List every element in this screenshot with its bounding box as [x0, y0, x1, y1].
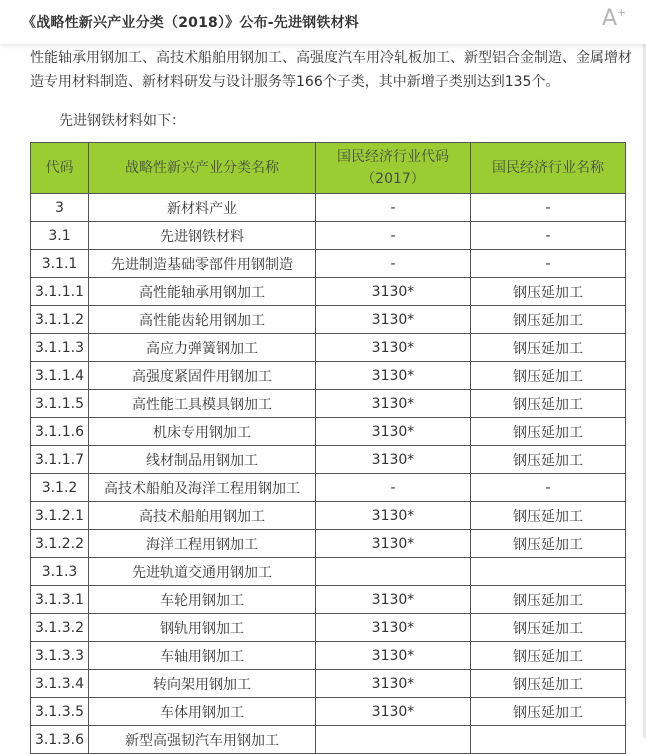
cell-industry-code: 3130* [316, 642, 471, 670]
cell-industry-code: 3130* [316, 278, 471, 306]
cell-code: 3.1.3.2 [31, 614, 89, 642]
table-row [31, 362, 626, 390]
cell-industry-name [471, 726, 626, 754]
table-row [31, 334, 626, 362]
cell-industry-code: 3130* [316, 530, 471, 558]
cell-code: 3.1.1.3 [31, 334, 89, 362]
table-row [31, 614, 626, 642]
cell-code: 3.1.1.7 [31, 446, 89, 474]
cell-category-name: 先进轨道交通用钢加工 [89, 558, 316, 586]
cell-industry-name: 钢压延加工 [471, 614, 626, 642]
cell-industry-code: - [316, 250, 471, 278]
cell-category-name: 高技术船舶及海洋工程用钢加工 [89, 474, 316, 502]
cell-category-name: 钢轨用钢加工 [89, 614, 316, 642]
cell-industry-code: 3130* [316, 446, 471, 474]
table-row [31, 670, 626, 698]
table-row [31, 530, 626, 558]
cell-category-name: 海洋工程用钢加工 [89, 530, 316, 558]
table-intro-text: 先进钢铁材料如下： [59, 113, 185, 129]
cell-category-name: 机床专用钢加工 [89, 418, 316, 446]
cell-industry-name: 钢压延加工 [471, 306, 626, 334]
cell-category-name: 高性能工具模具钢加工 [89, 390, 316, 418]
cell-industry-code: 3130* [316, 502, 471, 530]
cell-industry-name: 钢压延加工 [471, 278, 626, 306]
cell-industry-code: 3130* [316, 614, 471, 642]
cell-industry-name: 钢压延加工 [471, 446, 626, 474]
cell-category-name: 高技术船舶用钢加工 [89, 502, 316, 530]
table-row [31, 446, 626, 474]
table-row [31, 558, 626, 586]
cell-industry-code: 3130* [316, 670, 471, 698]
cell-category-name: 高应力弹簧钢加工 [89, 334, 316, 362]
header-industry-name: 国民经济行业名称 [471, 143, 626, 194]
cell-code: 3.1.1.2 [31, 306, 89, 334]
cell-industry-name: - [471, 250, 626, 278]
cell-code: 3.1.3.1 [31, 586, 89, 614]
table-row [31, 502, 626, 530]
cell-industry-name: - [471, 222, 626, 250]
table-row [31, 586, 626, 614]
table-body [31, 194, 626, 754]
cell-industry-name: 钢压延加工 [471, 698, 626, 726]
cell-code: 3.1.1.5 [31, 390, 89, 418]
cell-industry-code: 3130* [316, 362, 471, 390]
cell-category-name: 新型高强韧汽车用钢加工 [89, 726, 316, 754]
table-row [31, 306, 626, 334]
cell-industry-code [316, 558, 471, 586]
table-row [31, 250, 626, 278]
article-paragraph-line: 造专用材料制造、新材料研发与设计服务等166个子类，其中新增子类别达到135个。 [30, 74, 560, 90]
cell-category-name: 高性能轴承用钢加工 [89, 278, 316, 306]
header-code: 代码 [31, 143, 89, 194]
cell-code: 3.1.1.1 [31, 278, 89, 306]
cell-category-name: 高性能齿轮用钢加工 [89, 306, 316, 334]
cell-code: 3.1.3.5 [31, 698, 89, 726]
cell-industry-code: 3130* [316, 418, 471, 446]
cell-code: 3.1.3 [31, 558, 89, 586]
cell-industry-name: 钢压延加工 [471, 418, 626, 446]
table-row [31, 474, 626, 502]
cell-industry-name: 钢压延加工 [471, 390, 626, 418]
table-row [31, 278, 626, 306]
cell-industry-name [471, 558, 626, 586]
header-industry-code: 国民经济行业代码（2017） [316, 143, 471, 194]
font-size-icon-plus: + [617, 6, 627, 19]
cell-category-name: 先进制造基础零部件用钢制造 [89, 250, 316, 278]
table-row [31, 642, 626, 670]
table-row [31, 222, 626, 250]
cell-industry-name: 钢压延加工 [471, 670, 626, 698]
cell-category-name: 高强度紧固件用钢加工 [89, 362, 316, 390]
cell-industry-code: 3130* [316, 306, 471, 334]
cell-industry-name: - [471, 474, 626, 502]
cell-category-name: 车轴用钢加工 [89, 642, 316, 670]
article-body [30, 44, 646, 749]
cell-code: 3.1 [31, 222, 89, 250]
cell-industry-code: - [316, 474, 471, 502]
cell-code: 3.1.2.2 [31, 530, 89, 558]
cell-code: 3.1.3.3 [31, 642, 89, 670]
cell-code: 3.1.2 [31, 474, 89, 502]
cell-industry-code: 3130* [316, 698, 471, 726]
cell-industry-code: - [316, 222, 471, 250]
cell-code: 3.1.2.1 [31, 502, 89, 530]
classification-table [30, 142, 626, 754]
table-row [31, 698, 626, 726]
table-header-row [31, 143, 626, 194]
cell-code: 3.1.1.6 [31, 418, 89, 446]
article-paragraph-line: 性能轴承用钢加工、高技术船舶用钢加工、高强度汽车用冷轧板加工、新型铝合金制造、金属增材 [30, 50, 632, 66]
cell-code: 3.1.1 [31, 250, 89, 278]
font-size-icon[interactable] [602, 6, 628, 34]
cell-industry-code [316, 726, 471, 754]
cell-industry-name: 钢压延加工 [471, 586, 626, 614]
cell-category-name: 新材料产业 [89, 194, 316, 222]
cell-industry-code: 3130* [316, 390, 471, 418]
cell-code: 3.1.1.4 [31, 362, 89, 390]
table-row [31, 726, 626, 754]
cell-industry-name: 钢压延加工 [471, 530, 626, 558]
cell-category-name: 线材制品用钢加工 [89, 446, 316, 474]
table-row [31, 418, 626, 446]
table-row [31, 194, 626, 222]
cell-industry-name: 钢压延加工 [471, 334, 626, 362]
header-category-name: 战略性新兴产业分类名称 [89, 143, 316, 194]
cell-industry-name: 钢压延加工 [471, 502, 626, 530]
cell-industry-name: 钢压延加工 [471, 642, 626, 670]
cell-industry-code: 3130* [316, 334, 471, 362]
cell-code: 3 [31, 194, 89, 222]
cell-industry-name: 钢压延加工 [471, 362, 626, 390]
cell-code: 3.1.3.4 [31, 670, 89, 698]
cell-industry-name: - [471, 194, 626, 222]
cell-category-name: 先进钢铁材料 [89, 222, 316, 250]
cell-industry-code: - [316, 194, 471, 222]
cell-code: 3.1.3.6 [31, 726, 89, 754]
article-header-bar [0, 0, 646, 44]
article-title: 《战略性新兴产业分类（2018）》公布-先进钢铁材料 [22, 15, 359, 31]
cell-category-name: 车体用钢加工 [89, 698, 316, 726]
cell-category-name: 车轮用钢加工 [89, 586, 316, 614]
cell-industry-code: 3130* [316, 586, 471, 614]
table-row [31, 390, 626, 418]
cell-category-name: 转向架用钢加工 [89, 670, 316, 698]
font-size-icon-letter: A [602, 6, 618, 31]
